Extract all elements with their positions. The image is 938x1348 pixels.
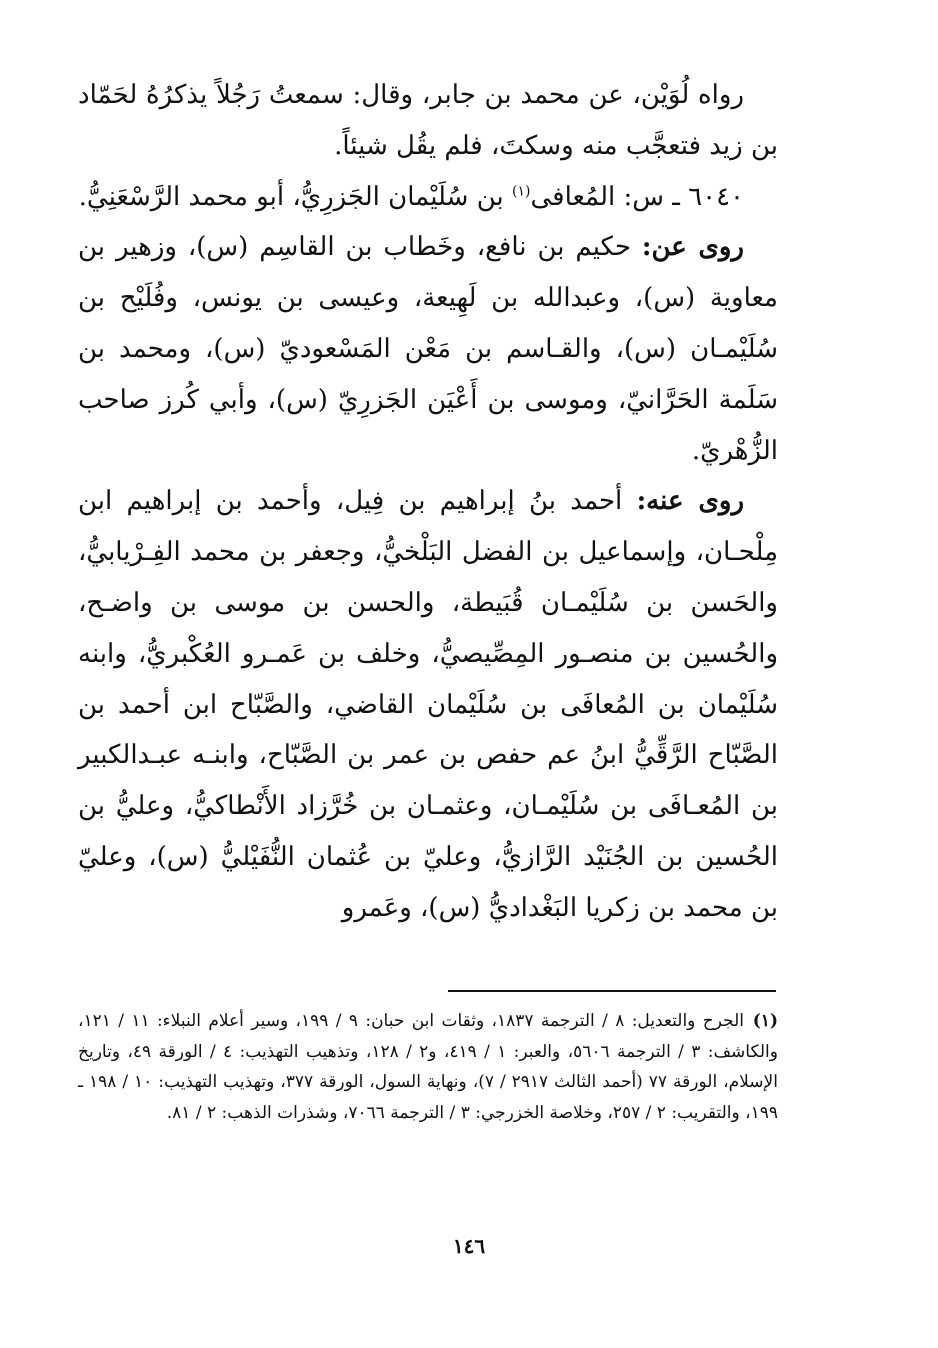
biography-entry-heading bbox=[78, 172, 778, 223]
narrated-from-label: روى عن: bbox=[641, 232, 744, 263]
footnotes-block bbox=[78, 1006, 778, 1128]
footnote-text: الجرح والتعديل: ٨ / الترجمة ١٨٣٧، وثقات ابن حبان: ٩ / ١٩٩، وسير أعلام النبلاء: ١١ / ١٢١، والكاشف: ٣ / الترجمة ٥٦٠٦، والعبر: ١ / ٤١٩، و٢ / ١٢٨، وتذهيب التهذيب: ٤ / الورقة ٤٩، وتاريخ الإسلام، الورقة ٧٧ (أحمد الثالث ٢٩١٧ / ٧)، ونهاية السول، الورقة ٣٧٧، وتهذيب التهذيب: ١٠ / ١٩٨ ـ ١٩٩، والتقريب: ٢ / ٢٥٧، وخلاصة الخزرجي: ٣ / الترجمة ٧٠٦٦، وشذرات الذهب: ٢ / ٨١. bbox=[78, 1011, 778, 1123]
footnote-number: (١) bbox=[752, 1011, 778, 1031]
entry-name-continuation: بن سُلَيْمان الجَزرِيُّ، أبو محمد الرَّسْعَنِيُّ. bbox=[78, 181, 513, 212]
narrated-by-text: أحمد بنُ إبراهيم بن فِيل، وأحمد بن إبراهيم ابن مِلْحـان، وإسماعيل بن الفضل البَلْخيُّ، وجعفر بن محمد الفِـرْيابيُّ، والحَسن بن سُلَيْمـان قُبَيطة، والحسن بن موسى بن واضـح، والحُسين بن منصـور المِصِّيصيُّ، وخلف بن عَمـرو العُكْبريُّ، وابنه سُلَيْمان بن المُعافَى بن سُلَيْمان القاضي، والصَّبّاح ابن أحمد بن الصَّبّاح الرَّقِّيُّ ابنُ عم حفص بن عمر بن الصَّبّاح، وابنـه عبـدالكبير بن المُعـافَى بن سُلَيْمـان، وعثمـان بن خُرَّزاد الأَنْطاكيُّ، وعليُّ بن الحُسين بن الجُنَيْد الرَّازيُّ، وعليّ بن عُثمان النُّفَيْليُّ (س)، وعليّ بن محمد بن زكريا البَغْداديُّ (س)، وعَمرو bbox=[78, 486, 778, 923]
narrated-from-text: حكيم بن نافع، وخَطاب بن القاسِم (س)، وزهير بن معاوية (س)، وعبدالله بن لَهِيعة، وعيسى بن يونس، وفُلَيْح بن سُلَيْمـان (س)، والقـاسم بن مَعْن المَسْعوديّ (س)، ومحمد بن سَلَمة الحَرَّانيّ، وموسى بن أَعْيَن الجَزرِيّ (س)، وأبي كُرز صاحب الزُّهْريّ. bbox=[78, 232, 778, 466]
continuation-text: رواه لُوَيْن، عن محمد بن جابر، وقال: سمعتُ رَجُلاً يذكرُهُ لحَمّاد بن زيد فتعجَّب منه وسكتَ، فلم يقُل شيئاً. bbox=[78, 80, 778, 161]
page-number: ١٤٦ bbox=[452, 1234, 486, 1258]
entry-number-and-name: ٦٠٤٠ ـ س: المُعافى bbox=[530, 181, 744, 212]
narrated-by-label: روى عنه: bbox=[636, 486, 744, 517]
narrated-from-paragraph bbox=[78, 222, 778, 476]
continuation-paragraph bbox=[78, 70, 778, 172]
footnote-separator bbox=[448, 990, 776, 992]
footnote-marker: (١) bbox=[512, 182, 531, 199]
main-text-block bbox=[78, 70, 778, 934]
narrated-by-paragraph bbox=[78, 476, 778, 933]
